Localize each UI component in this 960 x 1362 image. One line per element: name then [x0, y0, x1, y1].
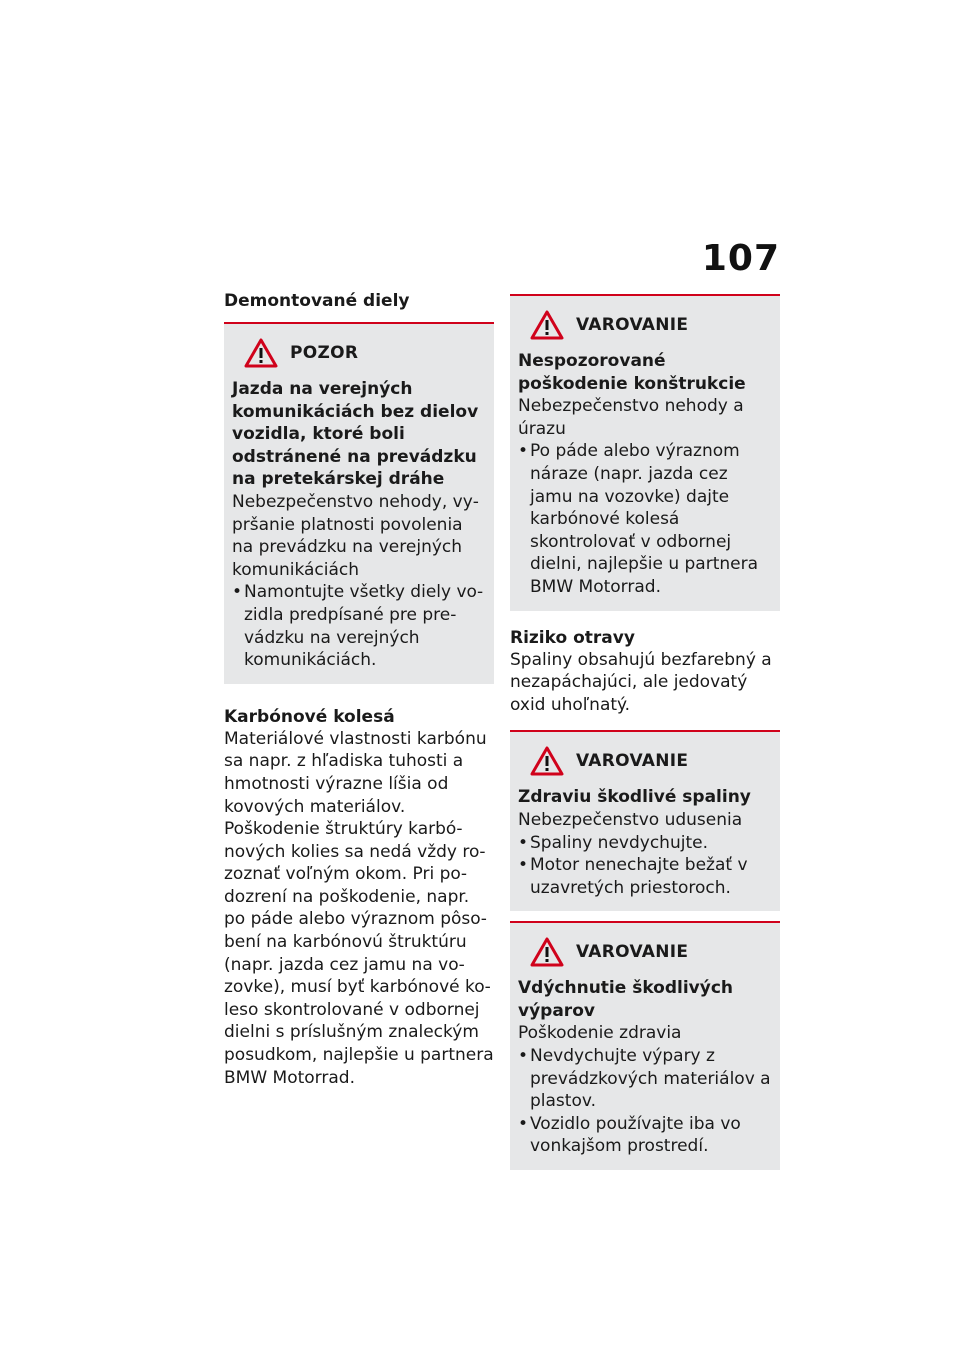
warning-bullets [518, 832, 772, 900]
caution-box [224, 322, 494, 684]
caution-title: Jazda na verejných komunikáciách bez dielov vozidla, ktoré boli odstránené na prevádzku na pretekárskej dráhe [232, 379, 479, 490]
carbon-wheels-text: Materiálové vlastnosti karbónu sa napr. z hľadiska tuhosti a hmotnosti výrazne líšia od kovových materiálov. Poškodenie štruktúry karbónových kolies sa nedá vždy rozoznať voľným okom. Pri podozrení na poškodenie, napr. po páde alebo výraznom pôsobení na karbónovú štruktúru (napr. jazda cez jamu na vozovke), musí byť karbónové koleso skontrolované v odbornej dielni s príslušným znaleckým posudkom, najlepšie u partnera BMW Motorrad. [224, 728, 494, 1088]
warning-title: Vdýchnutie škodlivých výparov [518, 978, 734, 1021]
left-column [224, 290, 494, 1103]
warning-header [518, 744, 772, 778]
section-heading-carbon-wheels: Karbónové kolesá [224, 706, 395, 727]
warning-text: Poškodenie zdravia [518, 1023, 682, 1044]
warning-box-3 [510, 921, 780, 1170]
warning-box-1 [510, 294, 780, 611]
list-item: • Spaliny nevdychujte. [518, 832, 772, 855]
list-item: • Po páde alebo výraznom náraze (napr. jazda cez jamu na vozovke) dajte karbónové kolesá skontrolovať v odbornej dielni, najlepšie u partnera BMW Motorrad. [518, 440, 772, 598]
warning-title: Zdraviu škodlivé spaliny [518, 787, 751, 808]
warning-triangle-icon [530, 937, 564, 967]
caution-text: Nebezpečenstvo nehody, vypršanie platnosti povolenia na prevádzku na verejných komunikáciách [232, 491, 479, 580]
warning-bullets [518, 1045, 772, 1158]
section-heading-removed-parts: Demontované diely [224, 291, 410, 311]
section-carbon-wheels [224, 706, 494, 1090]
warning-text: Nebezpečenstvo udusenia [518, 809, 743, 830]
list-item: • Nevdychujte výpary z prevádzkových materiálov a plastov. [518, 1045, 772, 1113]
list-item: • Motor nenechajte bežať v uzavretých priestoroch. [518, 854, 772, 899]
warning-label: VAROVANIE [576, 942, 689, 963]
warning-triangle-icon [530, 746, 564, 776]
warning-triangle-icon [244, 338, 278, 368]
warning-box-2 [510, 730, 780, 911]
list-item: • Vozidlo používajte iba vo vonkajšom prostredí. [518, 1113, 772, 1158]
warning-label: VAROVANIE [576, 751, 689, 772]
warning-bullets [518, 440, 772, 598]
section-poisoning-risk [510, 627, 780, 717]
warning-header [518, 308, 772, 342]
warning-text: Nebezpečenstvo nehody a úrazu [518, 396, 744, 439]
list-item: • Namontujte všetky diely vozidla predpísané pre prevádzku na verejných komunikáciách. [232, 581, 486, 671]
right-column [510, 294, 780, 1192]
caution-header [232, 336, 486, 370]
warning-header [518, 935, 772, 969]
page-number: 107 [701, 238, 780, 279]
section-heading-poisoning: Riziko otravy [510, 627, 635, 648]
caution-bullets [232, 581, 486, 671]
warning-title: Nespozorované poškodenie konštrukcie [518, 351, 746, 394]
warning-triangle-icon [530, 310, 564, 340]
caution-label: POZOR [290, 343, 359, 363]
warning-label: VAROVANIE [576, 315, 689, 335]
poisoning-text: Spaliny obsahujú bezfarebný a nezapáchajúci, ale jedovatý oxid uhoľnatý. [510, 649, 772, 715]
